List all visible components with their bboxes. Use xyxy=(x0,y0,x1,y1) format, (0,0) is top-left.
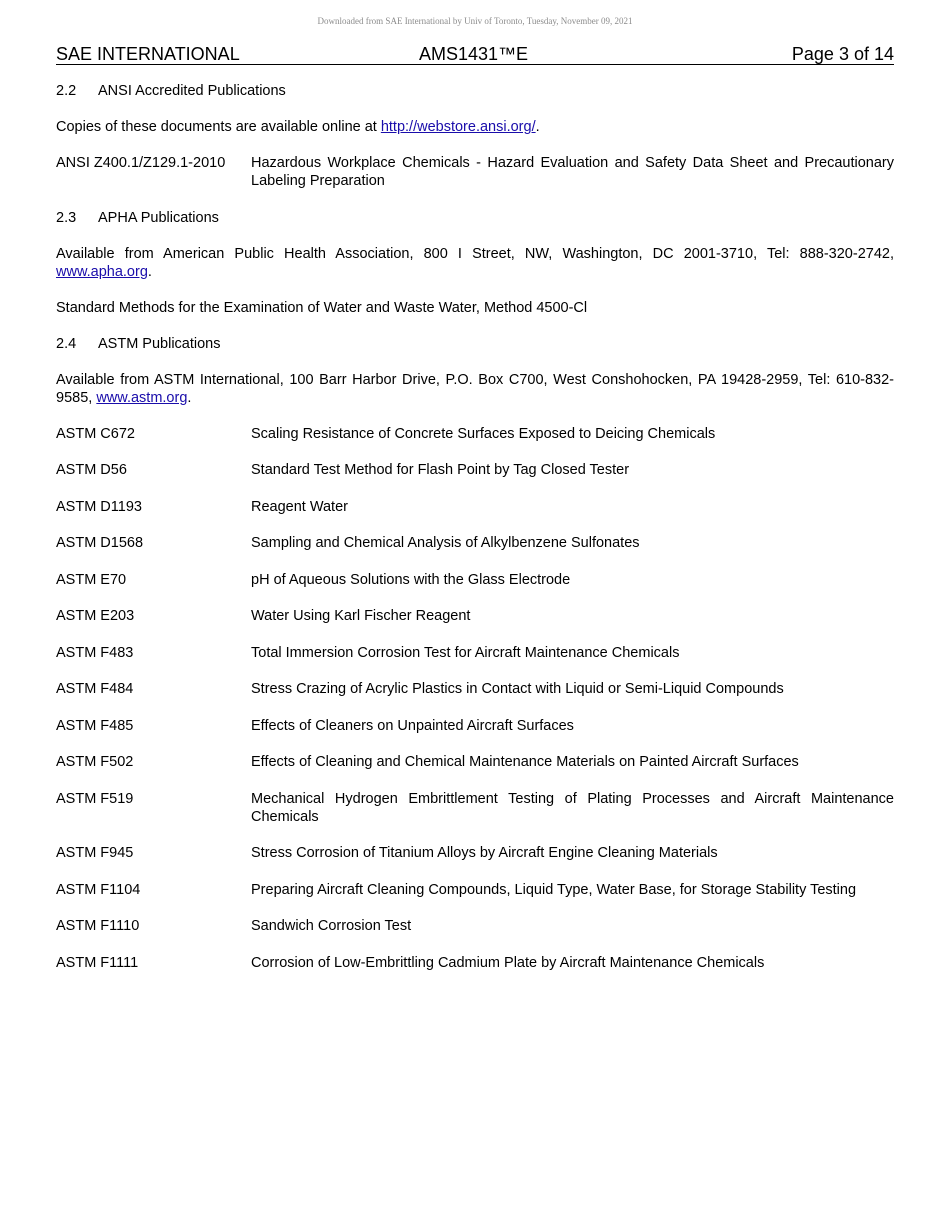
page-header xyxy=(56,43,894,65)
reference-row xyxy=(56,425,894,443)
reference-id: ASTM E203 xyxy=(56,608,135,624)
astm-website-link[interactable]: www.astm.org xyxy=(96,389,188,406)
reference-title: pH of Aqueous Solutions with the Glass Electrode xyxy=(251,571,571,588)
reference-title: Scaling Resistance of Concrete Surfaces Exposed to Deicing Chemicals xyxy=(251,425,716,442)
section-title: ANSI Accredited Publications xyxy=(98,83,286,99)
intro-text-end: . xyxy=(147,263,152,280)
section-number: 2.3 xyxy=(56,209,77,226)
section-heading-2-2 xyxy=(56,82,894,100)
section-title: ASTM Publications xyxy=(98,335,221,352)
section-heading-2-4 xyxy=(56,335,894,353)
reference-title: Stress Crazing of Acrylic Plastics in Contact with Liquid or Semi-Liquid Compounds xyxy=(251,681,784,697)
intro-text-end: . xyxy=(535,119,540,135)
reference-title: Mechanical Hydrogen Embrittlement Testing of Plating Processes and Aircraft Maintenance Chemicals xyxy=(251,790,894,825)
reference-row xyxy=(56,881,894,899)
reference-row xyxy=(56,571,894,589)
reference-id: ASTM D56 xyxy=(56,462,127,478)
reference-id: ASTM F502 xyxy=(56,754,134,770)
reference-id: ASTM D1568 xyxy=(56,535,144,551)
reference-id: ASTM F1110 xyxy=(56,918,140,934)
reference-title: Standard Test Method for Flash Point by Tag Closed Tester xyxy=(251,462,630,478)
header-document-number: AMS1431™E xyxy=(419,44,529,64)
reference-id: ANSI Z400.1/Z129.1-2010 xyxy=(56,155,226,171)
section-2-4-intro xyxy=(56,371,894,407)
reference-id: ASTM F519 xyxy=(56,790,134,807)
reference-row xyxy=(56,680,894,698)
reference-row xyxy=(56,607,894,625)
reference-row xyxy=(56,917,894,935)
reference-id: ASTM F1104 xyxy=(56,881,141,898)
intro-text: Copies of these documents are available online at xyxy=(56,119,381,135)
reference-row xyxy=(56,461,894,479)
reference-title: Sampling and Chemical Analysis of Alkylbenzene Sulfonates xyxy=(251,535,640,551)
section-title: APHA Publications xyxy=(98,209,219,226)
reference-id: ASTM C672 xyxy=(56,425,135,442)
intro-text: Available from ASTM International, 100 Barr Harbor Drive, P.O. Box C700, West Conshohocken, PA 19428-2959, Tel: 610-832-9585, xyxy=(56,371,894,406)
reference-title: Hazardous Workplace Chemicals - Hazard Evaluation and Safety Data Sheet and Precautionary Labeling Preparation xyxy=(251,155,894,189)
apha-standard-reference: Standard Methods for the Examination of Water and Waste Water, Method 4500-Cl xyxy=(56,299,588,316)
astm-reference-list xyxy=(56,425,894,972)
section-number: 2.4 xyxy=(56,335,77,352)
reference-id: ASTM F485 xyxy=(56,717,134,734)
reference-row xyxy=(56,154,894,190)
reference-title: Corrosion of Low-Embrittling Cadmium Plate by Aircraft Maintenance Chemicals xyxy=(251,954,765,971)
section-heading-2-3 xyxy=(56,209,894,227)
reference-title: Reagent Water xyxy=(251,498,348,515)
reference-title: Effects of Cleaning and Chemical Maintenance Materials on Painted Aircraft Surfaces xyxy=(251,754,799,770)
header-page-number: Page 3 of 14 xyxy=(791,44,894,64)
reference-row xyxy=(56,753,894,771)
intro-text: Available from American Public Health Association, 800 I Street, NW, Washington, DC 2001-3710, Tel: 888-320-2742, xyxy=(56,245,894,262)
header-organization: SAE INTERNATIONAL xyxy=(56,44,240,64)
reference-title: Water Using Karl Fischer Reagent xyxy=(251,608,471,624)
reference-row xyxy=(56,644,894,662)
download-watermark: Downloaded from SAE International by Univ of Toronto, Tuesday, November 09, 2021 xyxy=(317,16,633,26)
reference-row xyxy=(56,534,894,552)
reference-id: ASTM F483 xyxy=(56,644,134,661)
reference-title: Stress Corrosion of Titanium Alloys by Aircraft Engine Cleaning Materials xyxy=(251,845,718,861)
reference-title: Effects of Cleaners on Unpainted Aircraft Surfaces xyxy=(251,717,574,734)
reference-row xyxy=(56,954,894,972)
reference-row xyxy=(56,498,894,516)
ansi-webstore-link[interactable]: http://webstore.ansi.org/ xyxy=(380,119,536,135)
reference-id: ASTM E70 xyxy=(56,571,127,588)
reference-row xyxy=(56,717,894,735)
reference-row xyxy=(56,790,894,826)
reference-title: Preparing Aircraft Cleaning Compounds, Liquid Type, Water Base, for Storage Stability Testing xyxy=(251,881,857,898)
section-number: 2.2 xyxy=(56,83,77,99)
section-2-3-intro xyxy=(56,245,894,281)
intro-text-end: . xyxy=(187,389,192,406)
reference-title: Total Immersion Corrosion Test for Aircraft Maintenance Chemicals xyxy=(251,644,680,661)
reference-id: ASTM F484 xyxy=(56,681,134,697)
reference-id: ASTM F945 xyxy=(56,845,134,861)
reference-id: ASTM D1193 xyxy=(56,498,142,515)
apha-website-link[interactable]: www.apha.org xyxy=(56,263,148,280)
reference-row xyxy=(56,844,894,862)
reference-title: Sandwich Corrosion Test xyxy=(251,918,412,934)
reference-id: ASTM F1111 xyxy=(56,954,139,971)
section-2-2-intro xyxy=(56,118,894,136)
document-body xyxy=(56,82,894,990)
